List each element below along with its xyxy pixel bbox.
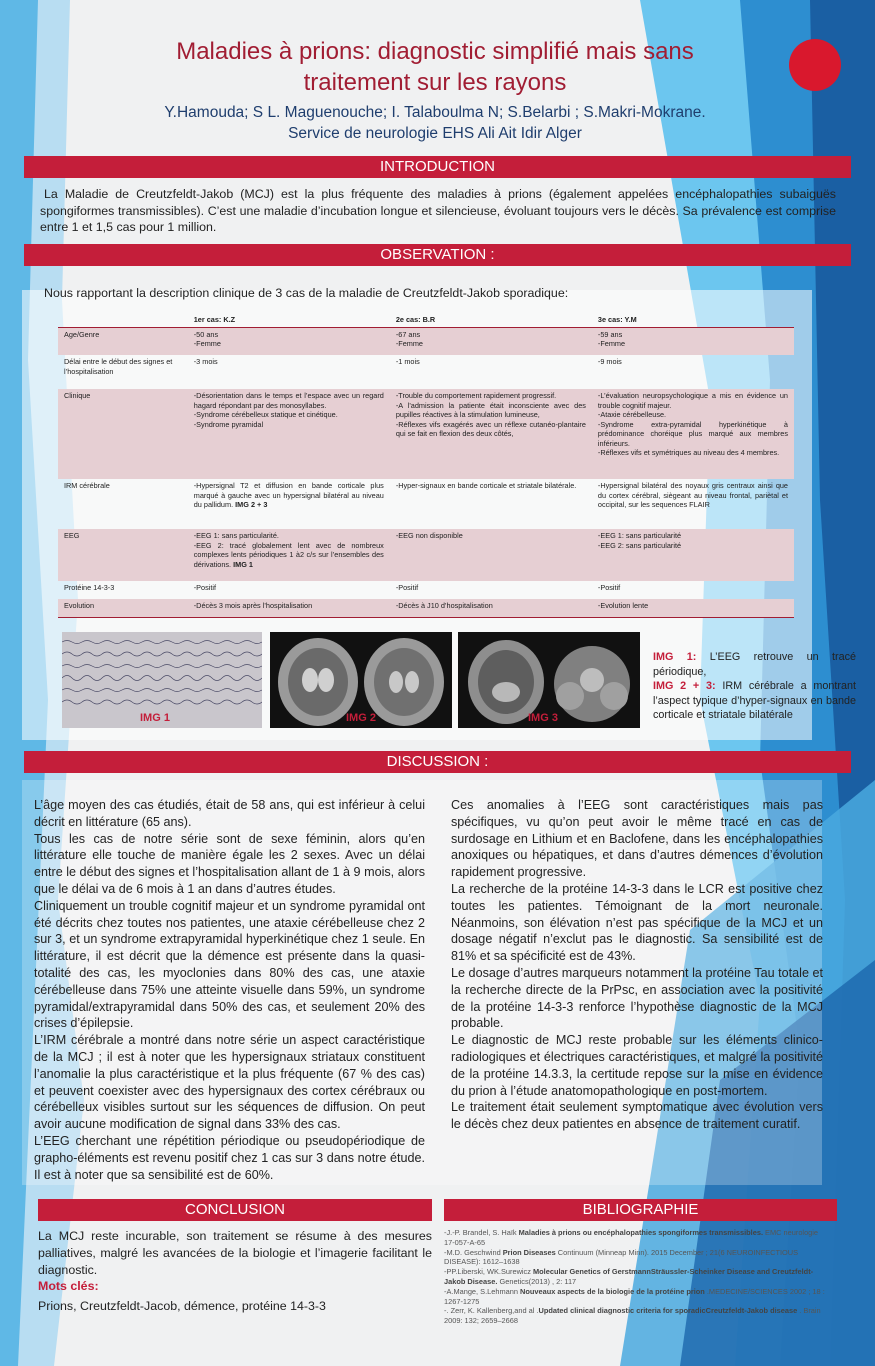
table-cell: -50 ans -Femme (188, 327, 390, 355)
row-label: IRM cérébrale (64, 481, 110, 490)
discussion-paragraph: L’EEG cherchant une répétition périodique ou pseudopériodique de grapho-éléments est revenu positif chez 1 cas sur 3 dans notre étude. Il est à noter que sa sensibilité est de 60%. (34, 1133, 425, 1182)
reference-item (444, 1248, 829, 1268)
caption1-label: IMG 1: (653, 651, 697, 663)
cell-text: -EEG 1: sans particularité. -EEG 2: tracé globalement lent avec de nombreux complexes lents périodiques 1 à2 c/s sur l’ensembles des dérivations. (193, 531, 384, 569)
image-ref: IMG 2 + 3 (235, 500, 268, 509)
ref-source: Continuum (Minneap Minn). 2015 December ; 21(6 NEUROINFECTIOUS DISEASE): 1612–1638 (444, 1247, 799, 1267)
table-cell: -Positif (395, 583, 419, 592)
ref-title: Prion Diseases (502, 1247, 556, 1257)
discussion-paragraph: La recherche de la protéine 14-3-3 dans le LCR est positive chez toutes les patientes. Témoignant de la mort neuronale. Néanmoins, son élévation n’est pas spécifique de la MCJ et un dosage négatif n’exclut pas le diagnostic. Sa sensibilité est de 81% et sa spécificité est de 43%. (451, 881, 823, 964)
ref-authors: -PP.Liberski, WK.Surewicz (444, 1267, 533, 1277)
images-caption (653, 650, 856, 723)
table-cell: -67 ans -Femme (390, 327, 592, 355)
discussion-paragraph: Cliniquement un trouble cognitif majeur et un syndrome pyramidal ont été décrits chez toutes nos patientes, une ataxie cérébelleuse chez 2 sur 3, et un syndrome extrapyramidal hyperkinétique chez 1 seule. En littérature, il est décrit que la démence est présente dans la quasi-totalité des cas, les myoclonies dans 80% des cas, une ataxie cérébelleuse dans 75% une atteinte visuelle dans 59%, un syndrome pyramidal/extrapyramidal dans 50% des cas, et seulement 20% des crises d’épilepsie. (34, 898, 425, 1031)
discussion-paragraph: Ces anomalies à l’EEG sont caractéristiques mais pas spécifiques, vu qu’on peut avoir le même tracé en cas de surdosage en Lithium et en Baclofene, dans les encéphalopathies anoxiques ou hépatiques, et dans d’autres démences d’évolution rapidement progressive. (451, 798, 823, 880)
ref-authors: -M.D. Geschwind (444, 1247, 503, 1257)
discussion-right-column (451, 797, 823, 1133)
table-cell: -Positif (193, 583, 217, 592)
table-cell (188, 479, 390, 529)
authors: Y.Hamouda; S L. Maguenouche; I. Talaboulma N; S.Belarbi ; S.Makri-Mokrane. (164, 104, 706, 121)
table-cell: -9 mois (597, 357, 622, 366)
image-ref: IMG 1 (233, 559, 253, 569)
table-cell: -Décès à J10 d’hospitalisation (390, 599, 592, 617)
table-cell: -Evolution lente (592, 599, 794, 617)
table-header-empty (58, 313, 188, 327)
table-cell: -Décès 3 mois après l’hospitalisation (188, 599, 390, 617)
discussion-heading: DISCUSSION : (24, 751, 851, 773)
img1-label: IMG 1 (140, 712, 170, 724)
row-label: Protéine 14-3-3 (64, 583, 115, 592)
ref-source: Genetics(2013) , 2: 117 (497, 1276, 577, 1286)
table-cell: -EEG non disponible (390, 529, 592, 581)
ref-source: .MEDECINE/SCIENCES 2002 ; 18 : 1267-1275 (444, 1286, 825, 1306)
table-header-case2: 2e cas: B.R (390, 313, 592, 327)
table-cell (188, 529, 390, 581)
row-label: Age/Genre (58, 327, 188, 355)
observation-heading: OBSERVATION : (24, 244, 851, 266)
discussion-paragraph: Le traitement était seulement symptomatique avec évolution vers le décès chez deux patientes en absence de traitement curatif. (451, 1100, 823, 1132)
discussion-paragraph: Le diagnostic de MCJ reste probable sur les éléments clinico-radiologiques et électriques caractéristiques, et malgré la positivité de la protéine 14.3.3, la certitude repose sur la mise en évidence du prion à l’étude anatomopathologique en post-mortem. (451, 1033, 823, 1098)
table-row (58, 581, 794, 599)
ref-title: Molecular Genetics of GerstmannSträussler-Scheinker Disease and Creutzfeldt-Jakob Disease. (444, 1267, 814, 1286)
ref-title: Updated clinical diagnostic criteria for sporadicCreutzfeldt-Jakob disease (538, 1306, 798, 1316)
table-row (58, 479, 794, 529)
caption2-text: IRM cérébrale a montrant l’aspect typique d’hyper-signaux en bande corticale et striatale bilatérale (653, 680, 856, 721)
introduction-text: La Maladie de Creutzfeldt-Jakob (MCJ) est la plus fréquente des maladies à prions (également appelées encéphalopathies subaiguës spongiformes transmissibles). C’est une maladie d’incubation longue et silencieuse, évoluant toujours vers le décès. Sa prévalence est comprise entre 1 et 1,5 cas pour 1 million. (40, 187, 836, 234)
reference-item (444, 1228, 829, 1248)
reference-item (444, 1287, 829, 1307)
ref-authors: -. Zerr, K. Kallenberg,and al . (444, 1306, 539, 1316)
table-cell: -3 mois (193, 357, 218, 366)
discussion-paragraph: Le dosage d’autres marqueurs notamment la protéine Tau totale et la recherche directe de la PrPsc, en association avec la positivité de la protéine 14-3-3 renforce l’hypothèse diagnostic de la MCJ probable. (451, 965, 823, 1031)
eeg-image (62, 632, 262, 728)
poster-title: Maladies à prions: diagnostic simplifié mais sans traitement sur les rayons (176, 38, 694, 96)
table-header-row (58, 313, 794, 327)
ref-title: Nouveaux aspects de la biologie de la protéine prion (520, 1286, 705, 1296)
row-label: Clinique (58, 389, 188, 479)
ref-source: . Brain 2009: 132; 2659–2668 (444, 1306, 821, 1326)
conclusion-heading: CONCLUSION (38, 1199, 432, 1221)
table-cell: -Désorientation dans le temps et l’espace avec un regard hagard répondant par des monosyllabes. -Syndrome cérébelleux statique et cinétique. -Syndrome pyramidal (188, 389, 390, 479)
discussion-paragraph: L’âge moyen des cas étudiés, était de 58 ans, qui est inférieur à celui décrit en littérature (65 ans). (34, 798, 425, 829)
ref-authors: -J.-P. Brandel, S. Haïk (444, 1228, 519, 1237)
table-row (58, 599, 794, 617)
affiliation: Service de neurologie EHS Ali Ait Idir Alger (288, 125, 582, 142)
caption2-label: IMG 2 + 3: (653, 680, 716, 692)
row-label: Délai entre le début des signes et l’hospitalisation (64, 357, 173, 376)
ref-authors: -A.Mange, S.Lehmann (444, 1286, 521, 1296)
cell-text: -Hypersignal T2 et diffusion en bande corticale plus marqué à gauche avec un hypersignal bilatéral au niveau du pallidum. (193, 481, 384, 509)
img3-label: IMG 3 (528, 712, 558, 724)
introduction-heading: INTRODUCTION (24, 156, 851, 178)
table-cell: -L’évaluation neuropsychologique a mis en évidence un trouble cognitif majeur. -Ataxie cérébelleuse. -Syndrome extra-pyramidal hyperkinétique à prédominance choréique plus marqué aux membres inférieurs. -Réflexes vifs et symétriques au niveau des 4 membres. (592, 389, 794, 479)
reference-item (444, 1267, 829, 1287)
img2-label: IMG 2 (346, 712, 376, 724)
table-cell: -Positif (597, 583, 621, 592)
row-label: EEG (58, 529, 188, 581)
cases-table (58, 313, 794, 618)
bibliography-list (444, 1228, 829, 1326)
authors-block (100, 102, 770, 144)
table-cell: -Hypersignal bilatéral des noyaux gris centraux ainsi que du cortex cérébral, siègeant au niveau frontal, pariètal et occipital, sur les sequences FLAIR (597, 481, 788, 509)
table-cell: -1 mois (395, 357, 420, 366)
table-cell: -Trouble du comportement rapidement progressif. -A l’admission la patiente était inconsciente avec des pupilles réactives à la stimulation lumineuse, -Réflexes vifs exagérés avec un réflexe cutanéo-plantaire qui se fait en flexion des deux côtés, (390, 389, 592, 479)
table-row (58, 529, 794, 581)
table-cell: -EEG 1: sans particularité -EEG 2: sans particularité (592, 529, 794, 581)
keywords-label: Mots clés: (38, 1279, 99, 1294)
table-row (58, 389, 794, 479)
keywords: Prions, Creutzfeldt-Jacob, démence, protéine 14-3-3 (38, 1299, 326, 1314)
discussion-paragraph: L’IRM cérébrale a montré dans notre série un aspect caractéristique de la MCJ ; il est à noter que les hypersignaux striataux constituent l’anomalie la plus caractéristique et la plus fréquente (67 % des cas) et peuvent coexister avec des hypersignaux des cortex cérébraux ou cérébelleux visibles surtout sur les séquences de diffusion. On peut avoir aucune modification de signal dans 33% des cas. (34, 1033, 425, 1132)
discussion-left-column (34, 797, 425, 1183)
table-row (58, 355, 794, 389)
red-circle-logo (789, 39, 841, 91)
mri-image-3 (458, 632, 640, 728)
discussion-paragraph: Tous les cas de notre série sont de sexe féminin, alors qu’en littérature elle touche de manière égale les 2 sexes. Avec un délai entre le début des signes et l’hospitalisation allant de 1 à 9 mois, alors que le délai va de 6 mois à 1 an dans d’autres études. (34, 831, 425, 896)
table-header-case3: 3e cas: Y.M (592, 313, 794, 327)
table-header-case1: 1er cas: K.Z (188, 313, 390, 327)
reference-item (444, 1306, 829, 1326)
conclusion-text: La MCJ reste incurable, son traitement se résume à des mesures palliatives, malgré les avancées de la biologie et l’imagerie facilitant le diagnostic. (38, 1229, 432, 1277)
observation-intro: Nous rapportant la description clinique de 3 cas de la maladie de Creutzfeldt-Jakob sporadique: (44, 286, 569, 300)
conclusion-block (38, 1228, 432, 1315)
caption1-text: L’EEG retrouve un tracé périodique, (653, 651, 856, 678)
ref-source: EMC neurologie 17-057-A-65 (444, 1228, 819, 1247)
ref-title: Maladies à prions ou encéphalopathies spongiformes transmissibles. (518, 1228, 763, 1237)
table-cell: -Hyper-signaux en bande corticale et striatale bilatérale. (395, 481, 577, 490)
table-row (58, 327, 794, 355)
mri-image-2 (270, 632, 452, 728)
row-label: Evolution (58, 599, 188, 617)
table-cell: -59 ans -Femme (592, 327, 794, 355)
bibliography-heading: BIBLIOGRAPHIE (444, 1199, 837, 1221)
